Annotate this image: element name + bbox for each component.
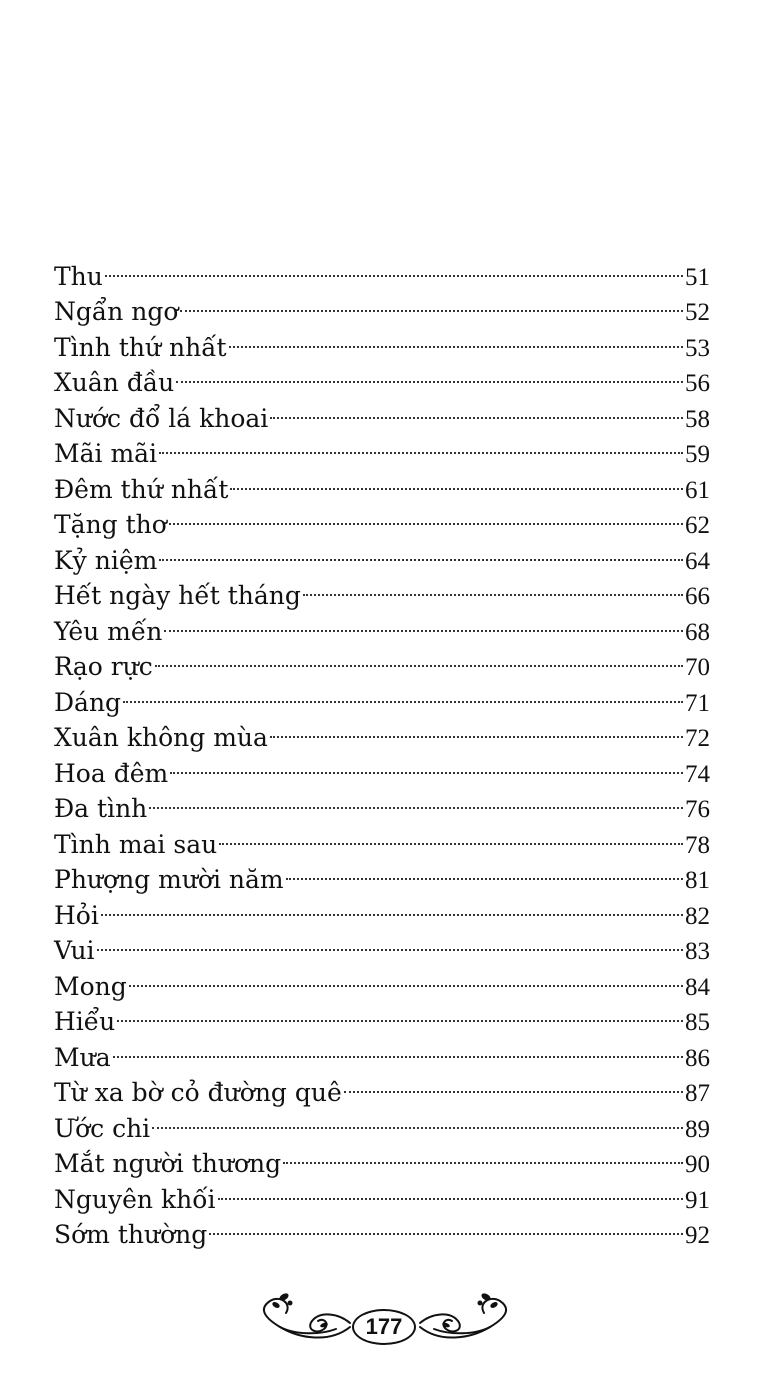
toc-entry-page: 84 <box>685 973 710 1001</box>
toc-entry <box>54 888 710 930</box>
toc-entry-title: Tình thứ nhất <box>54 332 227 362</box>
toc-dot-leader <box>97 924 683 960</box>
toc-dot-leader <box>270 391 683 427</box>
toc-entry-title: Ước chi <box>54 1113 151 1143</box>
toc-entry-page: 90 <box>685 1151 710 1178</box>
toc-entry <box>54 675 710 717</box>
toc-entry-title: Mãi mãi <box>54 439 158 468</box>
toc-entry-page: 81 <box>685 867 710 894</box>
toc-entry-title: Xuân đầu <box>54 368 175 397</box>
toc-entry-page: 61 <box>685 476 710 504</box>
toc-entry-title: Yêu mến <box>54 616 163 646</box>
toc-entry-page: 52 <box>685 299 710 326</box>
toc-entry-page: 87 <box>685 1080 710 1107</box>
toc-dot-leader <box>219 817 683 853</box>
toc-entry-title: Nước đổ lá khoai <box>54 403 269 433</box>
toc-entry-title: Hiểu <box>54 1007 116 1036</box>
toc-entry-title: Sớm thường <box>54 1220 208 1249</box>
toc-dot-leader <box>270 711 683 747</box>
toc-entry <box>54 1101 710 1143</box>
toc-entry-title: Đêm thứ nhất <box>54 474 229 504</box>
toc-entry-page: 76 <box>685 796 710 823</box>
toc-entry <box>54 711 710 752</box>
toc-entry-page: 51 <box>685 263 710 291</box>
toc-entry-page: 92 <box>685 1222 710 1249</box>
toc-dot-leader <box>176 356 683 392</box>
page-footer-ornament <box>250 1283 520 1353</box>
toc-entry-title: Thu <box>54 261 103 291</box>
toc-entry <box>54 924 710 965</box>
toc-entry-title: Phượng mười năm <box>54 865 284 894</box>
toc-entry-page: 78 <box>685 831 710 859</box>
toc-entry-title: Kỷ niệm <box>54 545 158 575</box>
toc-entry-page: 64 <box>685 547 710 575</box>
toc-entry <box>54 285 710 326</box>
toc-entry-title: Hoa đêm <box>54 758 169 788</box>
toc-dot-leader <box>303 569 683 605</box>
toc-dot-leader <box>159 427 683 463</box>
toc-entry-title: Nguyên khối <box>54 1184 216 1214</box>
toc-dot-leader <box>230 462 683 498</box>
toc-dot-leader <box>155 640 683 676</box>
toc-dot-leader <box>129 959 683 995</box>
toc-entry-title: Rạo rực <box>54 652 153 681</box>
toc-dot-leader <box>169 498 683 534</box>
toc-entry-title: Dáng <box>54 687 122 717</box>
toc-dot-leader <box>117 995 683 1031</box>
toc-entry <box>54 782 710 823</box>
toc-entry-page: 86 <box>685 1044 710 1072</box>
toc-dot-leader <box>283 1137 683 1173</box>
toc-entry-page: 91 <box>685 1186 710 1214</box>
toc-dot-leader <box>164 604 683 640</box>
table-of-contents <box>54 249 710 1249</box>
toc-dot-leader <box>344 1066 683 1102</box>
toc-entry-page: 74 <box>685 760 710 788</box>
toc-entry-page: 68 <box>685 618 710 646</box>
toc-dot-leader <box>170 746 683 782</box>
toc-entry-page: 85 <box>685 1009 710 1036</box>
toc-entry-title: Mưa <box>54 1042 111 1072</box>
toc-entry-page: 66 <box>685 583 710 610</box>
toc-entry-title: Hỏi <box>54 900 99 930</box>
toc-entry-page: 62 <box>685 512 710 539</box>
toc-entry-title: Tặng thơ <box>54 510 167 539</box>
toc-dot-leader <box>286 853 683 889</box>
toc-entry-page: 58 <box>685 405 710 433</box>
toc-entry-page: 72 <box>685 725 710 752</box>
page-number: 177 <box>352 1309 416 1345</box>
toc-entry-page: 53 <box>685 334 710 362</box>
toc-dot-leader <box>113 1030 683 1066</box>
toc-entry-page: 83 <box>685 938 710 965</box>
toc-entry <box>54 959 710 1001</box>
toc-entry-page: 59 <box>685 441 710 468</box>
toc-dot-leader <box>159 533 683 569</box>
toc-entry <box>54 995 710 1036</box>
toc-entry-title: Từ xa bờ cỏ đường quê <box>54 1078 342 1107</box>
toc-entry-title: Xuân không mùa <box>54 723 268 752</box>
toc-dot-leader <box>105 249 683 285</box>
toc-entry-title: Hết ngày hết tháng <box>54 581 301 610</box>
toc-dot-leader <box>149 782 683 818</box>
toc-dot-leader <box>101 888 683 924</box>
toc-entry-page: 56 <box>685 370 710 397</box>
toc-dot-leader <box>180 285 683 321</box>
toc-entry <box>54 249 710 291</box>
toc-entry-title: Ngẩn ngơ <box>54 297 179 326</box>
toc-entry-page: 71 <box>685 689 710 717</box>
toc-entry-title: Đa tình <box>54 794 148 823</box>
toc-entry-title: Tình mai sau <box>54 829 218 859</box>
toc-dot-leader <box>209 1208 683 1244</box>
toc-dot-leader <box>218 1172 684 1208</box>
toc-dot-leader <box>229 320 683 356</box>
toc-entry <box>54 1030 710 1072</box>
toc-entry <box>54 817 710 859</box>
toc-entry-page: 89 <box>685 1115 710 1143</box>
toc-entry <box>54 1066 710 1107</box>
toc-dot-leader <box>123 675 683 711</box>
toc-dot-leader <box>152 1101 683 1137</box>
toc-entry-title: Vui <box>54 936 95 965</box>
toc-entry-title: Mong <box>54 971 127 1001</box>
toc-entry <box>54 1137 710 1178</box>
toc-entry-page: 82 <box>685 902 710 930</box>
toc-entry-page: 70 <box>685 654 710 681</box>
toc-entry-title: Mắt người thương <box>54 1149 282 1178</box>
